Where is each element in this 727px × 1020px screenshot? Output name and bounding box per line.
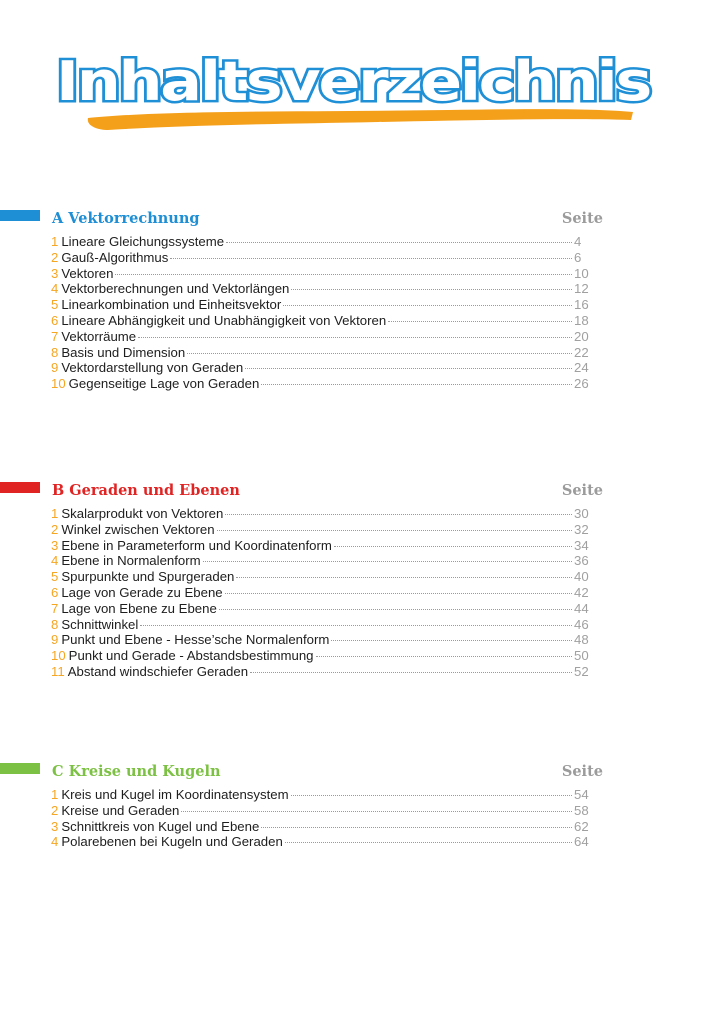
section-color-bar xyxy=(0,763,40,774)
entry-number: 1 xyxy=(51,234,59,249)
section-color-bar xyxy=(0,210,40,221)
entry-label: Lage von Gerade zu Ebene xyxy=(61,584,223,600)
toc-entry[interactable] xyxy=(51,553,596,569)
section-heading xyxy=(52,210,603,230)
entry-label: Gegenseitige Lage von Geraden xyxy=(68,376,260,392)
entry-label: Gauß-Algorithmus xyxy=(61,249,169,265)
section-title: A Vektorrechnung xyxy=(52,210,200,227)
seite-label: Seite xyxy=(561,482,603,499)
entry-label: Schnittwinkel xyxy=(61,616,139,632)
page-title-banner xyxy=(48,40,658,140)
toc-entry[interactable] xyxy=(51,234,596,250)
toc-entry[interactable] xyxy=(51,819,596,835)
entry-label: Vektorräume xyxy=(61,328,137,344)
entry-page-number: 58 xyxy=(574,802,589,818)
entry-number: 5 xyxy=(51,569,59,585)
entry-label: Kreis und Kugel im Koordinatensystem xyxy=(61,787,289,802)
entry-page-number: 16 xyxy=(574,297,589,313)
dot-leader xyxy=(187,353,572,354)
dot-leader xyxy=(388,321,572,322)
dot-leader xyxy=(203,561,572,562)
dot-leader xyxy=(219,609,572,610)
entry-number: 1 xyxy=(51,506,59,521)
dot-leader xyxy=(291,289,572,290)
seite-label: Seite xyxy=(561,210,603,227)
entry-page-number: 22 xyxy=(574,344,589,360)
toc-entry[interactable] xyxy=(51,585,596,601)
brush-stroke-graphic xyxy=(48,40,658,140)
entry-page-number: 24 xyxy=(574,360,589,376)
entry-number: 1 xyxy=(51,787,59,802)
entry-page-number: 26 xyxy=(574,376,589,392)
entry-label: Vektordarstellung von Geraden xyxy=(61,360,244,376)
entry-page-number: 34 xyxy=(574,537,589,553)
toc-entry[interactable] xyxy=(51,803,596,819)
entry-page-number: 30 xyxy=(574,506,589,521)
toc-entry[interactable] xyxy=(51,281,596,297)
entry-label: Ebene in Normalenform xyxy=(61,553,201,569)
page-title: Inhaltsverzeichnis xyxy=(56,50,650,113)
entry-label: Punkt und Ebene - Hesse’sche Normalenform xyxy=(61,632,330,648)
entry-number: 10 xyxy=(51,648,66,664)
entry-page-number: 54 xyxy=(574,787,589,802)
entry-number: 5 xyxy=(51,297,59,313)
entry-number: 6 xyxy=(51,584,59,600)
dot-leader xyxy=(316,656,572,657)
dot-leader xyxy=(250,672,572,673)
entry-page-number: 18 xyxy=(574,312,589,328)
entry-label: Abstand windschiefer Geraden xyxy=(67,663,249,679)
entry-page-number: 46 xyxy=(574,616,589,632)
entry-number: 6 xyxy=(51,312,59,328)
dot-leader xyxy=(140,625,572,626)
dot-leader xyxy=(138,337,572,338)
seite-label: Seite xyxy=(561,763,603,780)
dot-leader xyxy=(261,827,572,828)
entry-label: Linearkombination und Einheitsvektor xyxy=(61,297,282,313)
entry-number: 9 xyxy=(51,360,59,376)
toc-entry[interactable] xyxy=(51,834,596,850)
entry-number: 3 xyxy=(51,265,59,281)
section-title: C Kreise und Kugeln xyxy=(52,763,221,780)
dot-leader xyxy=(334,546,572,547)
toc-entry[interactable] xyxy=(51,601,596,617)
entry-number: 11 xyxy=(51,663,65,679)
toc-entry[interactable] xyxy=(51,297,596,313)
toc-entry[interactable] xyxy=(51,329,596,345)
entry-number: 2 xyxy=(51,521,59,537)
dot-leader xyxy=(181,811,572,812)
dot-leader xyxy=(331,640,572,641)
entry-page-number: 44 xyxy=(574,600,589,616)
dot-leader xyxy=(236,577,572,578)
entry-label: Kreise und Geraden xyxy=(61,802,180,818)
entry-page-number: 50 xyxy=(574,648,589,664)
entry-page-number: 42 xyxy=(574,584,589,600)
toc-entry[interactable] xyxy=(51,648,596,664)
toc-entry[interactable] xyxy=(51,345,596,361)
entry-number: 2 xyxy=(51,802,59,818)
entry-label: Polarebenen bei Kugeln und Geraden xyxy=(61,834,283,850)
entry-page-number: 6 xyxy=(574,249,582,265)
dot-leader xyxy=(245,368,572,369)
toc-entry[interactable] xyxy=(51,632,596,648)
section-heading xyxy=(52,763,603,783)
dot-leader xyxy=(291,795,572,796)
toc-entry[interactable] xyxy=(51,787,596,803)
entry-label: Lineare Abhängigkeit und Unabhängigkeit von Vektoren xyxy=(61,312,387,328)
toc-entry[interactable] xyxy=(51,506,596,522)
entry-number: 3 xyxy=(51,537,59,553)
entry-page-number: 40 xyxy=(574,569,589,585)
toc-entry[interactable] xyxy=(51,376,596,392)
entry-number: 9 xyxy=(51,632,59,648)
dot-leader xyxy=(226,242,572,243)
entry-number: 4 xyxy=(51,553,59,569)
entry-page-number: 62 xyxy=(574,818,589,834)
toc-entry[interactable] xyxy=(51,250,596,266)
section-heading xyxy=(52,482,603,502)
entry-page-number: 4 xyxy=(574,234,582,249)
dot-leader xyxy=(225,514,572,515)
toc-entry[interactable] xyxy=(51,522,596,538)
entry-label: Ebene in Parameterform und Koordinatenform xyxy=(61,537,332,553)
toc-entry[interactable] xyxy=(51,617,596,633)
entry-number: 10 xyxy=(51,376,66,392)
toc-entry[interactable] xyxy=(51,266,596,282)
entry-label: Vektoren xyxy=(61,265,114,281)
entry-list xyxy=(51,787,596,850)
toc-entry[interactable] xyxy=(51,664,596,680)
toc-entry[interactable] xyxy=(51,538,596,554)
section-title: B Geraden und Ebenen xyxy=(52,482,240,499)
dot-leader xyxy=(217,530,572,531)
entry-label: Schnittkreis von Kugel und Ebene xyxy=(61,818,260,834)
entry-number: 4 xyxy=(51,834,59,850)
toc-entry[interactable] xyxy=(51,360,596,376)
entry-list xyxy=(51,234,596,392)
entry-number: 4 xyxy=(51,281,59,297)
dot-leader xyxy=(285,842,572,843)
entry-number: 7 xyxy=(51,600,59,616)
entry-page-number: 32 xyxy=(574,521,589,537)
entry-label: Winkel zwischen Vektoren xyxy=(61,521,215,537)
entry-page-number: 52 xyxy=(574,663,589,679)
entry-label: Lage von Ebene zu Ebene xyxy=(61,600,217,616)
entry-label: Punkt und Gerade - Abstandsbestimmung xyxy=(68,648,314,664)
dot-leader xyxy=(170,258,572,259)
entry-number: 7 xyxy=(51,328,59,344)
toc-entry[interactable] xyxy=(51,313,596,329)
dot-leader xyxy=(261,384,572,385)
entry-list xyxy=(51,506,596,680)
entry-page-number: 10 xyxy=(574,265,589,281)
entry-page-number: 20 xyxy=(574,328,589,344)
entry-label: Vektorberechnungen und Vektorlängen xyxy=(61,281,290,297)
entry-label: Spurpunkte und Spurgeraden xyxy=(61,569,235,585)
entry-number: 3 xyxy=(51,818,59,834)
dot-leader xyxy=(115,274,572,275)
entry-number: 8 xyxy=(51,616,59,632)
toc-entry[interactable] xyxy=(51,569,596,585)
entry-label: Basis und Dimension xyxy=(61,344,186,360)
entry-number: 2 xyxy=(51,249,59,265)
entry-page-number: 12 xyxy=(574,281,589,297)
entry-label: Skalarprodukt von Vektoren xyxy=(61,506,224,521)
entry-page-number: 64 xyxy=(574,834,589,850)
dot-leader xyxy=(225,593,572,594)
entry-number: 8 xyxy=(51,344,59,360)
entry-page-number: 48 xyxy=(574,632,589,648)
section-color-bar xyxy=(0,482,40,493)
entry-label: Lineare Gleichungssysteme xyxy=(61,234,225,249)
entry-page-number: 36 xyxy=(574,553,589,569)
dot-leader xyxy=(283,305,572,306)
